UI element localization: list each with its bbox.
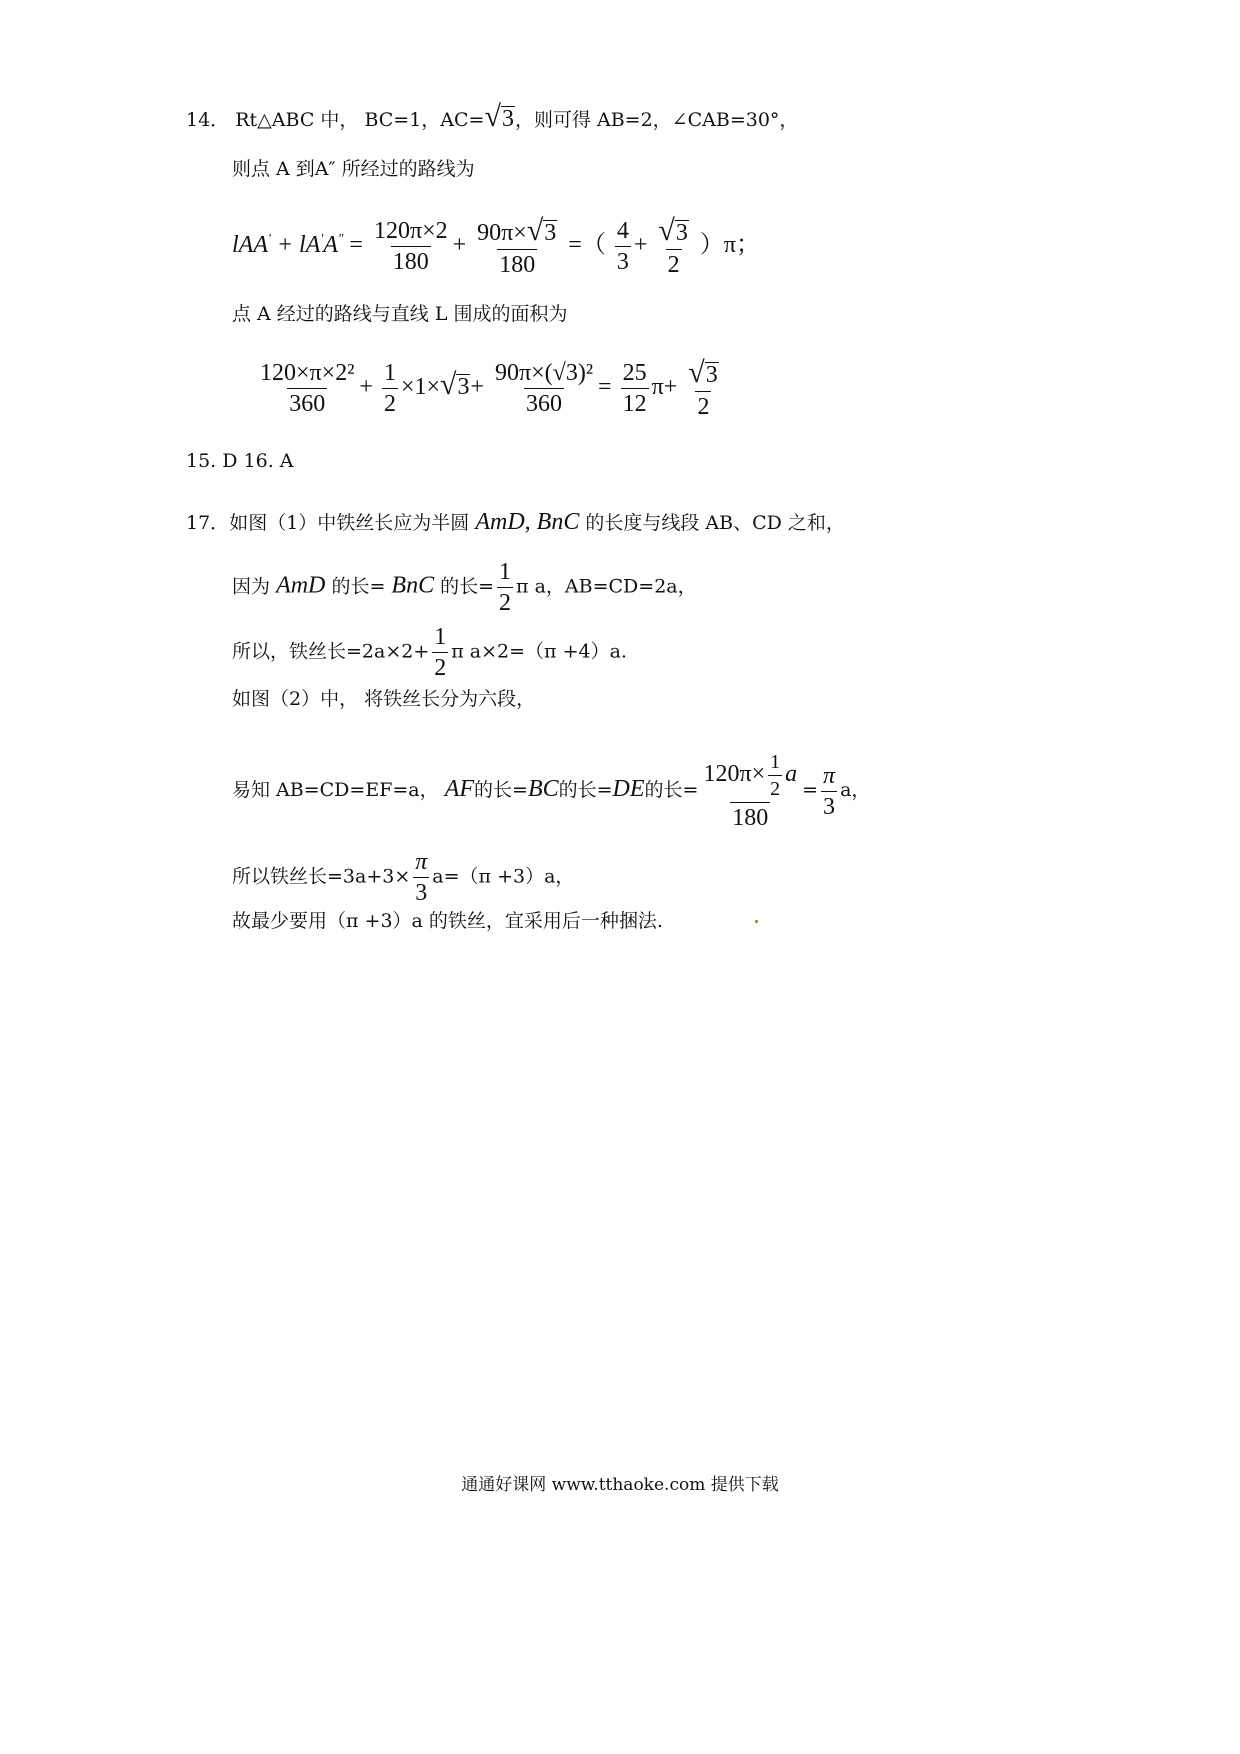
frac-90pi-sqrt3: 90π× √ 3 180	[477, 214, 557, 278]
q17-line-2: 因为 AmD 的长= BnC 的长= $\frac{1}{2}$ π a，AB=CD=2a，	[232, 559, 697, 616]
q14-intro-pre: Rt△ABC 中， BC=1，AC=	[235, 109, 485, 131]
page-footer: 通通好课网 www.tthaoke.com 提供下载	[461, 1475, 779, 1495]
q14-number: 14．	[186, 109, 230, 131]
q17-line-3: 所以，铁丝长=2a×2+ $\frac{1}{2}$ π a×2=（π +4）a.	[232, 624, 627, 681]
q17-line-4: 如图（2）中， 将铁丝长分为六段，	[232, 688, 536, 710]
frac-pi-3-b: $\frac{\pi}{3}$	[415, 849, 428, 906]
q17-line-7: 故最少要用（π +3）a 的铁丝，宜采用后一种捆法.	[232, 910, 663, 932]
q17-line-5: 易知 AB=CD=EF=a， AF的长=BC的长=DE的长= 120π× $\frac{1}{2}$ a 180 = $\frac{\pi}{3}$ a，	[232, 751, 871, 831]
frac-area-sector-2: $\frac{\text{90π×(√3)²}}{360}$	[495, 360, 594, 417]
path-lhs: lAA' + lA'A"	[232, 231, 344, 259]
stray-dot	[755, 920, 758, 923]
q14-area-title: 点 A 经过的路线与直线 L 围成的面积为	[232, 303, 568, 325]
frac-area-sector: $\frac{\text{120×π×2²}}{360}$	[260, 360, 355, 417]
frac-sqrt3-2: √ 3 2	[658, 214, 688, 278]
frac-4-3: $\frac{4}{3}$	[616, 218, 629, 275]
q17-line-1: 17．如图（1）中铁丝长应为半圆 AmD, BnC 的长度与线段 AB、CD 之和，	[186, 509, 845, 535]
q14-path-formula: lAA' + lA'A" = $\frac{120\pi\times 2}{180}$ + 90π× √ 3 180 =（ $\frac{4}{3}$ + √ 3 2 ）π；	[232, 214, 760, 278]
q15-16-answers: 15. D 16. A	[186, 450, 294, 472]
frac-half: $\frac{1}{2}$	[383, 360, 396, 417]
frac-pi-3: $\frac{\pi}{3}$	[823, 762, 836, 820]
q14-intro-post: ，则可得 AB=2，∠CAB=30°，	[514, 109, 799, 131]
frac-120pi-2: $\frac{120\pi\times 2}{180}$	[373, 218, 448, 275]
frac-sqrt3-2-b: √ 3 2	[688, 356, 718, 420]
frac-arc-length: 120π× $\frac{1}{2}$ a 180	[703, 751, 798, 831]
q14-path-title: 则点 A 到A″ 所经过的路线为	[232, 158, 475, 180]
frac-25-12: $\frac{25}{12}$	[622, 360, 647, 417]
q14-area-formula: $\frac{\text{120×π×2²}}{360}$ + $\frac{1}{2}$ ×1× √ 3 + $\frac{\text{90π×(√3)²}}{360}$ = $\frac{25}{12}$ π+ √ 3 2	[255, 358, 724, 419]
q14-line-1	[186, 102, 798, 132]
sqrt-3: √ 3	[484, 100, 514, 133]
frac-half-3: $\frac{1}{2}$	[434, 624, 447, 681]
q17-line-6: 所以铁丝长=3a+3× $\frac{\pi}{3}$ a=（π +3）a，	[232, 849, 575, 906]
frac-half-2: $\frac{1}{2}$	[499, 559, 512, 616]
